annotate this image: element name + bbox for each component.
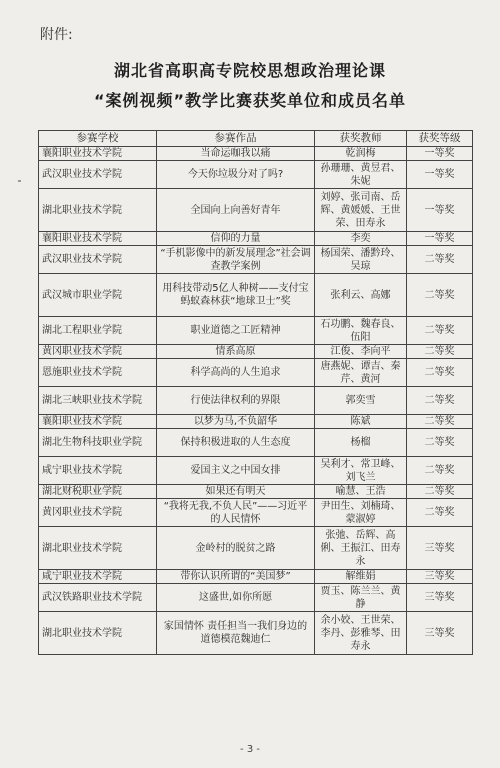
cell-award: 二等奖: [407, 485, 473, 499]
header-award: 获奖等级: [407, 131, 473, 147]
table-row: [39, 612, 473, 655]
cell-work: 用科技带动5亿人种树——支付宝蚂蚁森林获“地球卫士”奖: [157, 274, 315, 317]
cell-work: 信仰的力量: [157, 232, 315, 246]
cell-teachers: 杨国荣、潘黔玲、吴琼: [315, 246, 407, 274]
cell-teachers: 孙珊珊、黄昱君、朱妮: [315, 161, 407, 189]
table-row: [39, 429, 473, 457]
cell-teachers: 张利云、高娜: [315, 274, 407, 317]
cell-award: 二等奖: [407, 317, 473, 345]
cell-award: 一等奖: [407, 232, 473, 246]
cell-award: 二等奖: [407, 429, 473, 457]
cell-award: 三等奖: [407, 527, 473, 570]
cell-school: 黄冈职业技术学院: [39, 345, 157, 359]
cell-work: 带你认识所谓的“美国梦”: [157, 570, 315, 584]
cell-work: 保持积极进取的人生态度: [157, 429, 315, 457]
cell-teachers: 余小姣、王世荣、李丹、彭雅琴、田寿永: [315, 612, 407, 655]
header-work: 参赛作品: [157, 131, 315, 147]
cell-award: 二等奖: [407, 359, 473, 387]
cell-work: 爱国主义之中国女排: [157, 457, 315, 485]
table-row: [39, 499, 473, 527]
table-row: [39, 274, 473, 317]
cell-school: 湖北财税职业学院: [39, 485, 157, 499]
cell-award: 二等奖: [407, 457, 473, 485]
attachment-label: 附件:: [40, 27, 73, 43]
cell-school: 武汉职业技术学院: [39, 161, 157, 189]
table-row: [39, 232, 473, 246]
cell-teachers: 陈斌: [315, 415, 407, 429]
cell-award: 一等奖: [407, 147, 473, 161]
document-title-line-2: “案例视频”教学比赛获奖单位和成员名单: [93, 91, 407, 110]
cell-school: 襄阳职业技术学院: [39, 147, 157, 161]
cell-teachers: 乾润梅: [315, 147, 407, 161]
cell-teachers: 吴利才、常卫峰、刘飞兰: [315, 457, 407, 485]
cell-school: 恩施职业技术学院: [39, 359, 157, 387]
cell-teachers: 杨榴: [315, 429, 407, 457]
cell-work: 行使法律权利的界限: [157, 387, 315, 415]
header-teachers: 获奖教师: [315, 131, 407, 147]
cell-work: 科学高尚的人生追求: [157, 359, 315, 387]
table-body: [39, 147, 473, 655]
cell-work: “我将无我,不负人民”——习近平的人民情怀: [157, 499, 315, 527]
cell-school: 湖北生物科技职业学院: [39, 429, 157, 457]
cell-award: 二等奖: [407, 274, 473, 317]
table-row: [39, 345, 473, 359]
cell-teachers: 尹田生、刘楠琦、蒙淑婷: [315, 499, 407, 527]
cell-school: 襄阳职业技术学院: [39, 232, 157, 246]
scan-speck: [18, 180, 21, 182]
cell-work: “手机影像中的新发展理念”社会调查教学案例: [157, 246, 315, 274]
cell-work: 家国情怀 责任担当一我们身边的道德模范魏迪仁: [157, 612, 315, 655]
award-list-table: [38, 130, 473, 655]
cell-school: 咸宁职业技术学院: [39, 457, 157, 485]
document-title-line-1: 湖北省高职高专院校思想政治理论课: [113, 61, 386, 80]
page-number: - 3 -: [240, 744, 260, 755]
cell-work: 全国向上向善好青年: [157, 189, 315, 232]
cell-award: 二等奖: [407, 387, 473, 415]
cell-teachers: 刘婷、张司南、岳辉、黄媛媛、王世荣、田寿永: [315, 189, 407, 232]
cell-school: 襄阳职业技术学院: [39, 415, 157, 429]
cell-school: 黄冈职业技术学院: [39, 499, 157, 527]
cell-teachers: 江俊、李向平: [315, 345, 407, 359]
cell-teachers: 李奕: [315, 232, 407, 246]
cell-school: 武汉职业技术学院: [39, 246, 157, 274]
cell-work: 这盛世,如你所愿: [157, 584, 315, 612]
cell-school: 咸宁职业技术学院: [39, 570, 157, 584]
table-row: [39, 359, 473, 387]
cell-school: 湖北职业技术学院: [39, 527, 157, 570]
table-row: [39, 415, 473, 429]
table-row: [39, 161, 473, 189]
table-row: [39, 317, 473, 345]
cell-work: 情系高原: [157, 345, 315, 359]
table-row: [39, 387, 473, 415]
table-row: [39, 527, 473, 570]
cell-teachers: 贾玉、陈兰兰、黄静: [315, 584, 407, 612]
cell-school: 湖北职业技术学院: [39, 189, 157, 232]
table-row: [39, 189, 473, 232]
cell-award: 二等奖: [407, 499, 473, 527]
cell-work: 当命运咖我以痛: [157, 147, 315, 161]
table-row: [39, 570, 473, 584]
cell-award: 三等奖: [407, 570, 473, 584]
cell-school: 武汉铁路职业技术学院: [39, 584, 157, 612]
cell-school: 湖北工程职业学院: [39, 317, 157, 345]
cell-teachers: 喻慧、王浩: [315, 485, 407, 499]
cell-award: 一等奖: [407, 161, 473, 189]
cell-work: 金岭村的脱贫之路: [157, 527, 315, 570]
cell-teachers: 石功鹏、魏春良、伍阳: [315, 317, 407, 345]
table-row: [39, 147, 473, 161]
table-row: [39, 485, 473, 499]
cell-teachers: 张弛、岳辉、高俐、王振江、田寿永: [315, 527, 407, 570]
header-school: 参赛学校: [39, 131, 157, 147]
table-row: [39, 246, 473, 274]
cell-school: 湖北三峡职业技术学院: [39, 387, 157, 415]
cell-teachers: 唐燕妮、谭吉、秦芹、黄河: [315, 359, 407, 387]
cell-award: 二等奖: [407, 415, 473, 429]
cell-school: 湖北职业技术学院: [39, 612, 157, 655]
table-row: [39, 457, 473, 485]
cell-school: 武汉城市职业学院: [39, 274, 157, 317]
cell-work: 以梦为马,不负韶华: [157, 415, 315, 429]
cell-work: 职业道德之工匠精神: [157, 317, 315, 345]
cell-award: 三等奖: [407, 584, 473, 612]
cell-award: 三等奖: [407, 612, 473, 655]
table-row: [39, 584, 473, 612]
cell-teachers: 郭奕雪: [315, 387, 407, 415]
cell-award: 一等奖: [407, 189, 473, 232]
cell-award: 二等奖: [407, 246, 473, 274]
cell-award: 二等奖: [407, 345, 473, 359]
table-header-row: [39, 131, 473, 147]
cell-work: 今天你垃圾分对了吗?: [157, 161, 315, 189]
cell-work: 如果还有明天: [157, 485, 315, 499]
cell-teachers: 解维娟: [315, 570, 407, 584]
